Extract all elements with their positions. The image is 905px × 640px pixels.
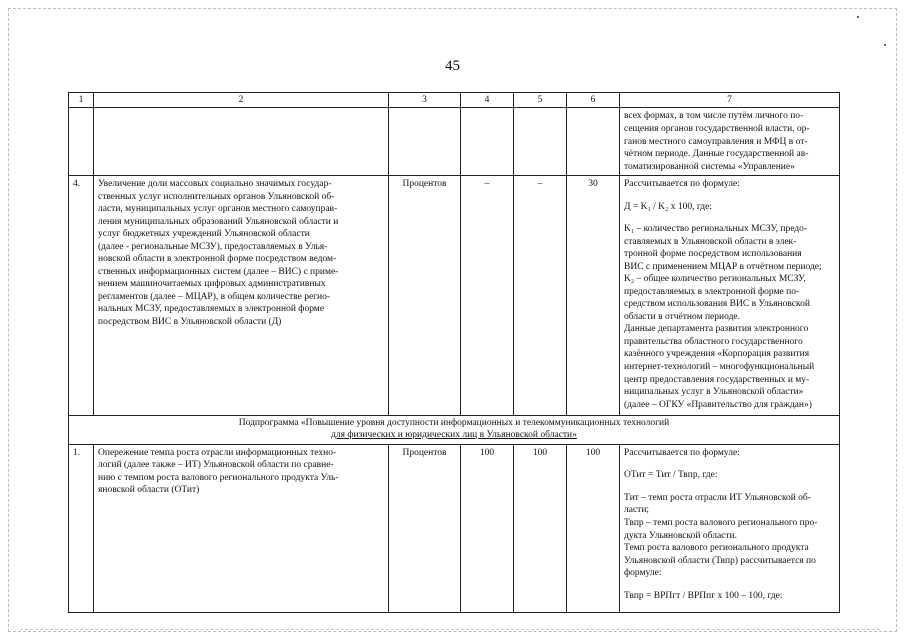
- text-line: казённого учреждения «Корпорация развития: [624, 349, 810, 360]
- text-line: Твпр – темп роста валового регионального про-: [624, 517, 818, 528]
- formula: Д = K₁ / K₂ x 100, где:: [624, 201, 712, 212]
- text-line: томатизированной системы «Управление»: [624, 161, 795, 172]
- text-line: услуг бюджетных учреждений Ульяновской области: [98, 229, 310, 240]
- text-line: интернет-технологий – многофункциональный: [624, 362, 815, 372]
- scan-mark: [884, 44, 886, 46]
- table-row-4: [69, 176, 840, 416]
- text-line: ственных информационных систем (далее – ВИС) с приме-: [98, 266, 339, 277]
- text-line: Темп роста валового регионального продукта: [624, 543, 809, 554]
- text-line: Данные департамента развития электронного: [624, 324, 809, 335]
- method-cell: [620, 108, 840, 176]
- table-header-row: [69, 93, 840, 108]
- text-line: ганов местного самоуправления и МФЦ в от-: [624, 136, 808, 147]
- text-line: новской области в электронной форме посредством ведом-: [98, 254, 337, 265]
- text-line: ставляемых в Ульяновской области в элек-: [624, 236, 797, 247]
- text-line: центр предоставления государственных и му-: [624, 374, 810, 385]
- indicator-name: [94, 444, 389, 612]
- subprogram-row: [69, 416, 840, 445]
- text-line: ласти, муниципальных услуг органов местного самоуправ-: [98, 204, 338, 215]
- method-cell: [620, 444, 840, 612]
- row-number: 1.: [69, 444, 94, 612]
- text-line: Увеличение доли массовых социально значимых государ-: [98, 179, 332, 190]
- text-line: логий (далее также – ИТ) Ульяновской области по сравне-: [98, 460, 334, 471]
- value-cell: 100: [514, 444, 567, 612]
- scan-bottom-line: [20, 629, 880, 630]
- text-line: яновской области (ОТит): [98, 485, 200, 496]
- text-line: посредством ВИС в Ульяновской области (Д): [98, 316, 282, 327]
- scan-mark: [857, 16, 859, 18]
- text-line: дукта Ульяновской области.: [624, 530, 737, 541]
- text-line: ления муниципальных образований Ульяновской области и: [98, 216, 339, 227]
- text-line: чётном периоде. Данные государственной ав-: [624, 149, 809, 160]
- page-number: 45: [445, 58, 460, 74]
- header-cell: 2: [94, 93, 389, 108]
- text-line: (далее - региональные МСЗУ), предоставляемых в Улья-: [98, 241, 328, 252]
- header-cell: 6: [567, 93, 620, 108]
- table-row-continuation: [69, 108, 840, 176]
- text-line: нением машиночитаемых цифровых административных: [98, 279, 326, 290]
- unit-cell: Процентов: [389, 176, 461, 416]
- table-row-1: [69, 444, 840, 612]
- text-line: сещения органов государственной власти, ор-: [624, 123, 810, 134]
- text-line: средством использования ВИС в Ульяновской: [624, 299, 810, 310]
- text-line: Ульяновской области (Твпр) рассчитывается по: [624, 555, 816, 566]
- text-line: формуле:: [624, 568, 662, 579]
- text-line: предоставляемых в электронной форме по-: [624, 286, 800, 297]
- text-line: K₁ – количество региональных МСЗУ, предо-: [624, 224, 808, 235]
- method-cell: [620, 176, 840, 416]
- header-cell: 3: [389, 93, 461, 108]
- header-cell: 1: [69, 93, 94, 108]
- text-line: правительства областного государственного: [624, 336, 803, 347]
- text-line: ственных услуг исполнительных органов Ульяновской об-: [98, 191, 335, 202]
- indicators-table: [68, 92, 840, 613]
- unit-cell: Процентов: [389, 444, 461, 612]
- text-line: области в отчётном периоде.: [624, 311, 740, 322]
- text-line: Рассчитывается по формуле:: [624, 179, 740, 190]
- value-cell: 100: [567, 444, 620, 612]
- text-line: всех формах, в том числе путём личного по-: [624, 111, 804, 122]
- text-line: Тит – темп роста отрасли ИТ Ульяновской об-: [624, 492, 811, 503]
- subprogram-title: [69, 416, 840, 445]
- header-cell: 4: [461, 93, 514, 108]
- text-line: ВИС с применением МЦАР в отчётном периоде;: [624, 261, 822, 272]
- text-line: Рассчитывается по формуле:: [624, 447, 740, 458]
- text-line: нию с темпом роста валового регионального продукта Уль-: [98, 472, 339, 483]
- text-line: регламентов (далее – МЦАР), в общем количестве регио-: [98, 291, 331, 302]
- row-number: 4.: [69, 176, 94, 416]
- text-line: нальных МСЗУ, предоставляемых в электронной форме: [98, 304, 325, 315]
- header-cell: 7: [620, 93, 840, 108]
- formula: ОТит = Тит / Твпр, где:: [624, 470, 718, 481]
- subprogram-line: для физических и юридических лиц в Ульяновской области»: [331, 429, 577, 440]
- text-line: Опережение темпа роста отрасли информационных техно-: [98, 447, 337, 458]
- header-cell: 5: [514, 93, 567, 108]
- text-line: K₂ – общее количество региональных МСЗУ,: [624, 274, 806, 285]
- text-line: ласти;: [624, 505, 650, 516]
- indicator-name: [94, 176, 389, 416]
- value-cell: –: [514, 176, 567, 416]
- formula: Твпр = ВРПгт / ВРПпг x 100 – 100, где:: [624, 590, 783, 601]
- subprogram-line: Подпрограмма «Повышение уровня доступности информационных и телекоммуникационных технологий: [238, 418, 670, 429]
- value-cell: 30: [567, 176, 620, 416]
- text-line: (далее – ОГКУ «Правительство для граждан»): [624, 399, 812, 410]
- text-line: ниципальных услуг в Ульяновской области»: [624, 387, 804, 398]
- value-cell: –: [461, 176, 514, 416]
- value-cell: 100: [461, 444, 514, 612]
- text-line: тронной форме посредством использования: [624, 249, 802, 260]
